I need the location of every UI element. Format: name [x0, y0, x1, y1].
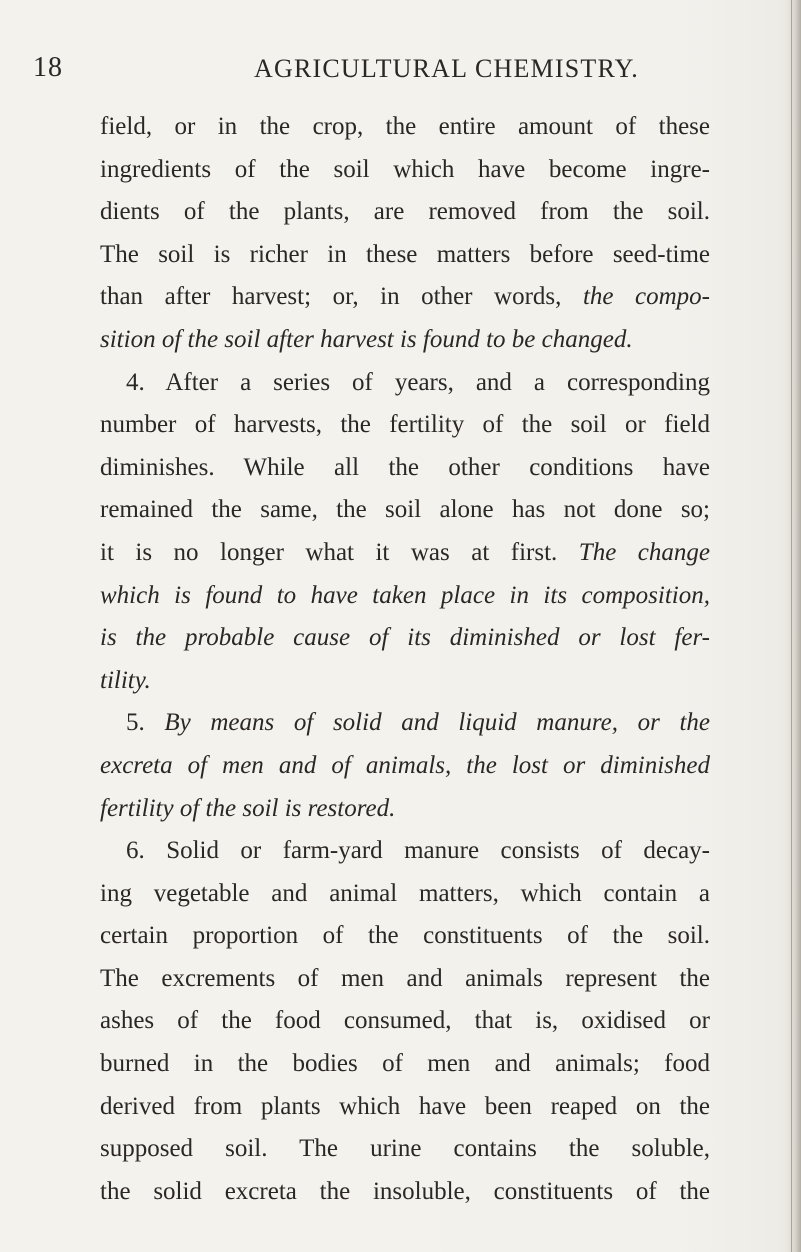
text-line — [100, 830, 710, 873]
italic-text: The change — [578, 538, 710, 566]
text-line — [100, 276, 710, 319]
text-line — [100, 958, 710, 1001]
text-segment: The soil is richer in these matters before seed-time — [100, 240, 710, 268]
text-segment: remained the same, the soil alone has not done so; — [100, 496, 710, 524]
page-edge-line — [791, 0, 792, 1252]
text-segment: The excrements of men and animals represent the — [100, 964, 710, 992]
text-line — [100, 915, 710, 958]
text-line — [100, 1043, 710, 1086]
italic-text: sition of the soil after harvest is found to be changed. — [100, 325, 633, 353]
italic-text: which is found to have taken place in its composition, — [100, 581, 710, 609]
page-edge-shadow — [787, 0, 801, 1252]
text-segment: ingredients of the soil which have become ingre- — [100, 155, 710, 183]
text-line — [100, 575, 710, 618]
text-line — [100, 1000, 710, 1043]
text-segment: ing vegetable and animal matters, which contain a — [100, 879, 710, 907]
text-line — [100, 660, 710, 703]
text-segment: than after harvest; or, in other words, — [100, 283, 583, 311]
italic-text: By means of solid and liquid manure, or the — [164, 709, 710, 737]
text-line — [100, 447, 710, 490]
text-segment: the solid excreta the insoluble, constituents of the — [100, 1177, 710, 1205]
text-line — [100, 745, 710, 788]
text-line — [100, 362, 710, 405]
italic-text: tility. — [100, 666, 151, 694]
text-line — [100, 149, 710, 192]
text-line — [100, 191, 710, 234]
text-segment: number of harvests, the fertility of the soil or field — [100, 411, 710, 439]
text-segment: field, or in the crop, the entire amount of these — [100, 113, 710, 140]
italic-text: excreta of men and of animals, the lost or diminished — [100, 751, 710, 779]
body-text — [100, 106, 710, 1213]
text-line — [100, 1171, 710, 1214]
running-head: AGRICULTURAL CHEMISTRY. — [254, 54, 639, 83]
text-segment: diminishes. While all the other conditions have — [100, 453, 710, 481]
text-segment: 6. Solid or farm-yard manure consists of decay- — [126, 837, 710, 865]
page-header — [0, 52, 801, 92]
text-segment: 5. — [126, 709, 165, 737]
text-segment: it is no longer what it was at first. — [100, 538, 579, 566]
text-segment: certain proportion of the constituents of the soil. — [100, 922, 710, 950]
text-line — [100, 106, 710, 149]
text-line — [100, 489, 710, 532]
text-line — [100, 532, 710, 575]
italic-text: is the probable cause of its diminished or lost fer- — [100, 624, 710, 652]
text-segment: ashes of the food consumed, that is, oxidised or — [100, 1007, 710, 1035]
text-segment: dients of the plants, are removed from the soil. — [100, 198, 710, 226]
text-line — [100, 1086, 710, 1129]
text-line — [100, 873, 710, 916]
text-line — [100, 404, 710, 447]
text-segment: supposed soil. The urine contains the soluble, — [100, 1135, 710, 1163]
text-segment: burned in the bodies of men and animals; food — [100, 1050, 710, 1078]
text-line — [100, 1128, 710, 1171]
text-line — [100, 234, 710, 277]
page-number: 18 — [33, 52, 63, 83]
text-line — [100, 617, 710, 660]
text-line — [100, 788, 710, 831]
text-line — [100, 702, 710, 745]
text-line — [100, 319, 710, 362]
italic-text: the compo- — [582, 283, 710, 311]
text-segment: 4. After a series of years, and a corresponding — [126, 368, 710, 396]
italic-text: fertility of the soil is restored. — [100, 794, 396, 822]
text-segment: derived from plants which have been reaped on the — [100, 1092, 710, 1120]
